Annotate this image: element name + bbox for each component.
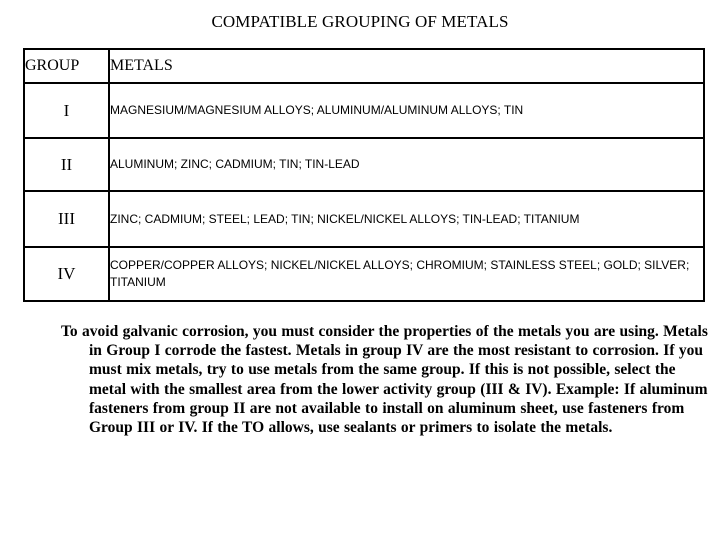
table-row: [24, 83, 704, 138]
metals-column-header: METALS: [109, 49, 704, 83]
group-cell: I: [24, 83, 109, 138]
page-title: COMPATIBLE GROUPING OF METALS: [211, 12, 509, 31]
table-row: [24, 247, 704, 301]
metals-cell: ZINC; CADMIUM; STEEL; LEAD; TIN; NICKEL/NICKEL ALLOYS; TIN-LEAD; TITANIUM: [109, 191, 704, 247]
group-cell: III: [24, 191, 109, 247]
group-cell: IV: [24, 247, 109, 301]
galvanic-corrosion-note: To avoid galvanic corrosion, you must consider the properties of the metals you are using. Metals in Group I corrode the fastest. Metals in group IV are the most resistant to corrosion. If you must mix metals, try to use metals from the same group. If this is not possible, select the metal with the smallest area from the lower activity group (III & IV). Example: If aluminum fasteners from group II are not available to install on aluminum sheet, use fasteners from Group III or IV. If the TO allows, use sealants or primers to isolate the metals.: [61, 323, 708, 437]
table-row: [24, 138, 704, 191]
group-column-header: GROUP: [24, 49, 109, 83]
metals-cell: MAGNESIUM/MAGNESIUM ALLOYS; ALUMINUM/ALUMINUM ALLOYS; TIN: [109, 83, 704, 138]
table-header-row: [24, 49, 704, 83]
metals-cell: ALUMINUM; ZINC; CADMIUM; TIN; TIN-LEAD: [109, 138, 704, 191]
table-row: [24, 191, 704, 247]
metals-cell: COPPER/COPPER ALLOYS; NICKEL/NICKEL ALLOYS; CHROMIUM; STAINLESS STEEL; GOLD; SILVER; TITANIUM: [109, 247, 704, 301]
compatible-metals-table: [23, 48, 705, 302]
group-cell: II: [24, 138, 109, 191]
